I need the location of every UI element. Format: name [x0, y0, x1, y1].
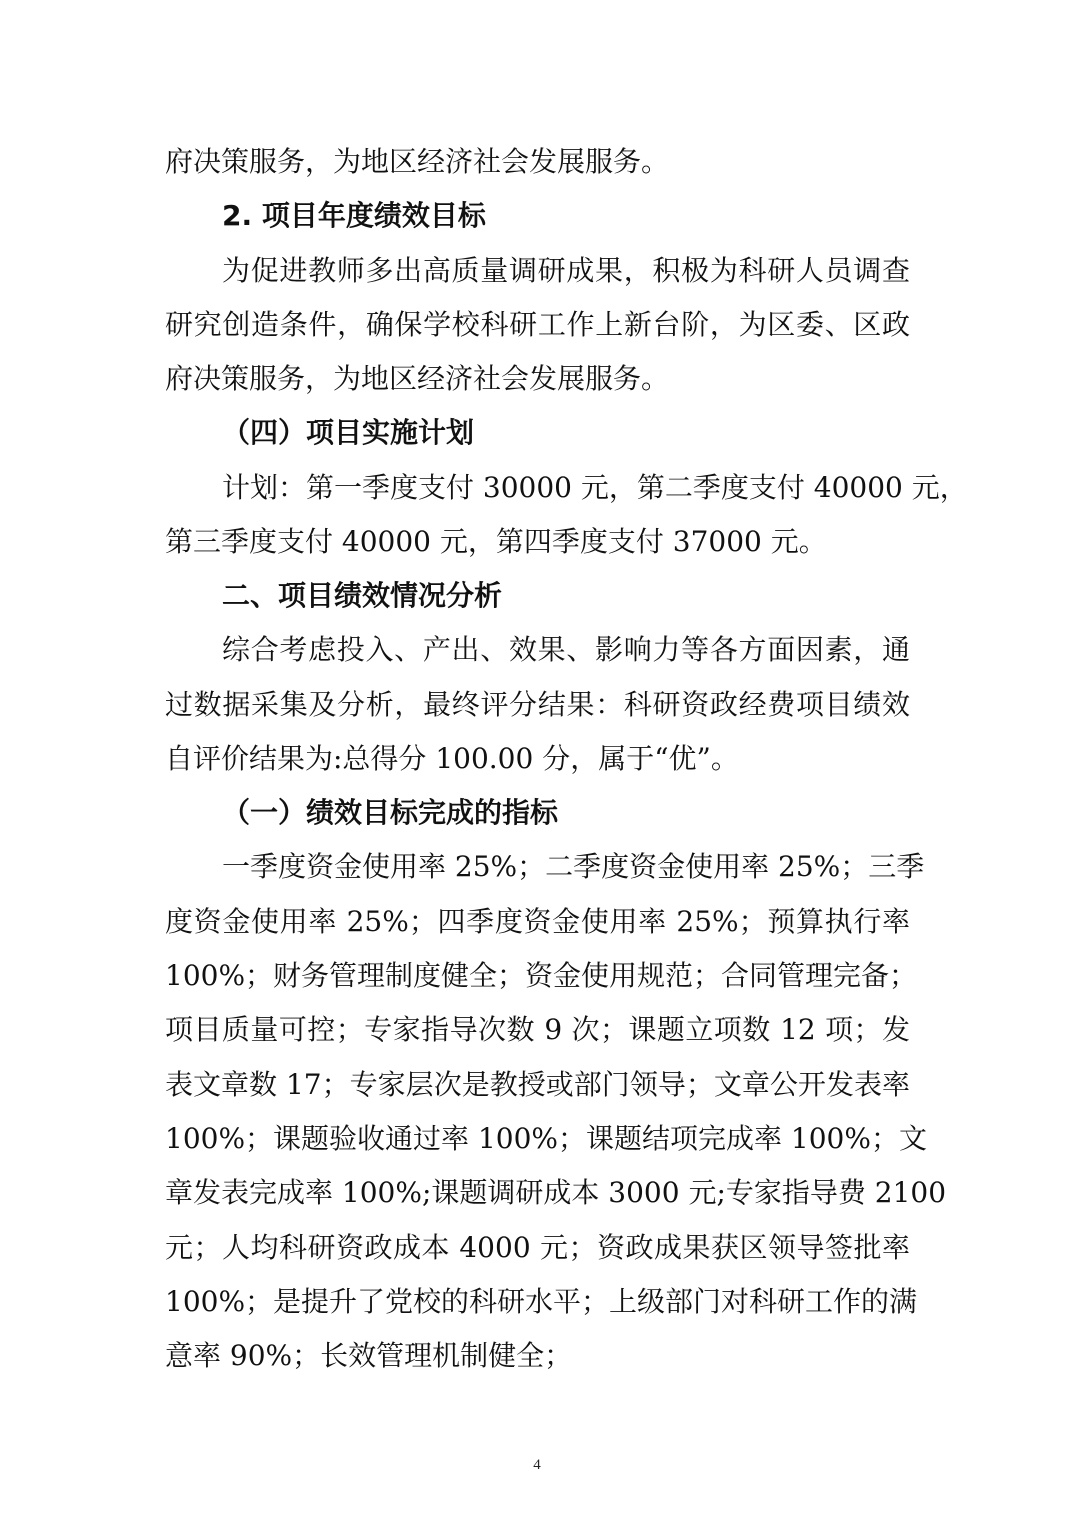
text-line: 第三季度支付 40000 元，第四季度支付 37000 元。 — [165, 525, 827, 558]
text-line: 为促进教师多出高质量调研成果，积极为科研人员调查 — [222, 254, 910, 287]
text-line: 一季度资金使用率 25%；二季度资金使用率 25%；三季 — [222, 850, 925, 883]
text-line: 度资金使用率 25%；四季度资金使用率 25%；预算执行率 — [165, 905, 910, 938]
section-heading: （四）项目实施计划 — [222, 416, 475, 449]
text-line: 项目质量可控；专家指导次数 9 次；课题立项数 12 项；发 — [165, 1013, 910, 1046]
text-line: 府决策服务，为地区经济社会发展服务。 — [165, 362, 670, 395]
text-line: 意率 90%；长效管理机制健全； — [165, 1339, 573, 1372]
text-line: 计划：第一季度支付 30000 元，第二季度支付 40000 元， — [222, 471, 968, 504]
text-line: 综合考虑投入、产出、效果、影响力等各方面因素，通 — [222, 633, 910, 666]
text-line: 100%；财务管理制度健全；资金使用规范；合同管理完备； — [165, 959, 918, 992]
text-line: 过数据采集及分析，最终评分结果：科研资政经费项目绩效 — [165, 688, 910, 721]
text-line: 府决策服务，为地区经济社会发展服务。 — [165, 145, 670, 178]
text-line: 表文章数 17；专家层次是教授或部门领导；文章公开发表率 — [165, 1068, 910, 1101]
text-line: 自评价结果为:总得分 100.00 分，属于“优”。 — [165, 742, 739, 775]
text-line: 章发表完成率 100%;课题调研成本 3000 元;专家指导费 2100 — [165, 1176, 947, 1209]
section-heading: 二、项目绩效情况分析 — [222, 579, 503, 612]
text-line: 元；人均科研资政成本 4000 元；资政成果获区领导签批率 — [165, 1231, 910, 1264]
text-line: 研究创造条件，确保学校科研工作上新台阶，为区委、区政 — [165, 308, 910, 341]
section-heading: 2. 项目年度绩效目标 — [222, 199, 486, 232]
section-heading: （一）绩效目标完成的指标 — [222, 796, 559, 829]
text-line: 100%；是提升了党校的科研水平；上级部门对科研工作的满 — [165, 1285, 918, 1318]
text-line: 100%；课题验收通过率 100%；课题结项完成率 100%；文 — [165, 1122, 927, 1155]
page-number: 4 — [533, 1457, 541, 1473]
